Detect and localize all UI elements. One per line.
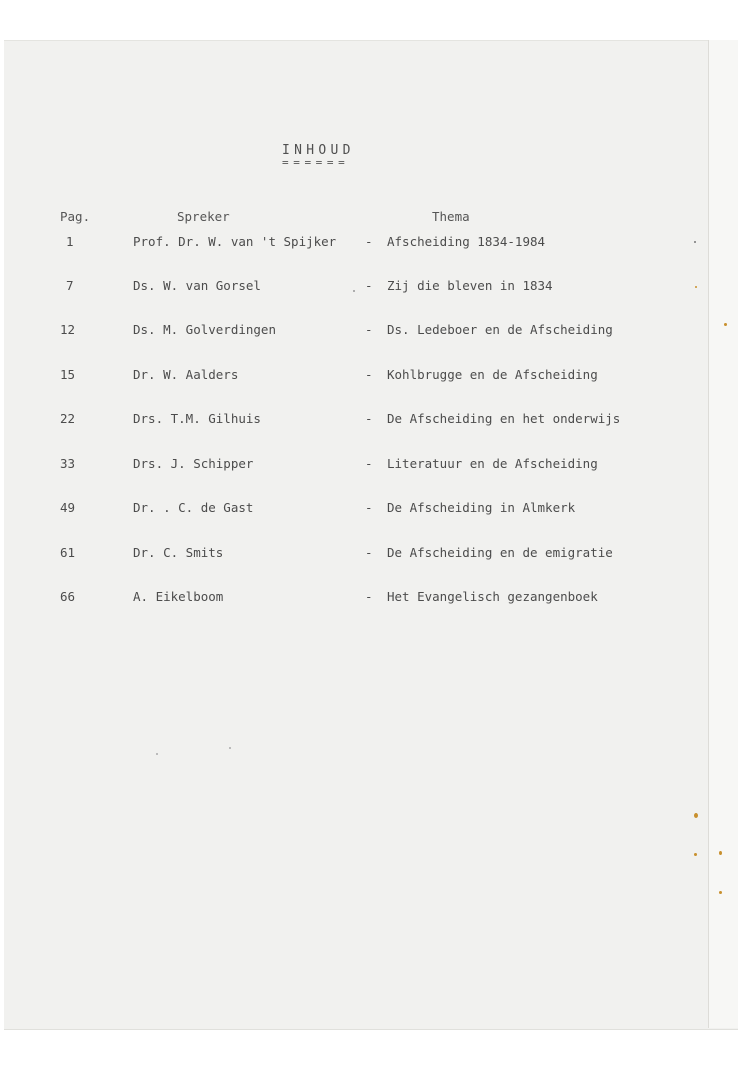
toc-page-number: 22: [60, 411, 76, 426]
paper-page: [4, 40, 738, 1030]
paper-speck: [695, 286, 697, 288]
toc-dash: -: [365, 367, 373, 382]
toc-theme: De Afscheiding in Almkerk: [387, 500, 576, 515]
toc-page-number: 33: [60, 456, 76, 471]
toc-speaker: A. Eikelboom: [133, 589, 224, 604]
toc-row: [0, 367, 738, 387]
toc-speaker: Drs. J. Schipper: [133, 456, 254, 471]
paper-speck: [229, 747, 231, 749]
toc-page-number: 12: [60, 322, 76, 337]
toc-speaker: Ds. M. Golverdingen: [133, 322, 276, 337]
header-theme: Thema: [432, 209, 470, 224]
toc-dash: -: [365, 278, 373, 293]
toc-dash: -: [365, 545, 373, 560]
toc-row: [0, 322, 738, 342]
toc-row: [0, 545, 738, 565]
toc-speaker: Dr. . C. de Gast: [133, 500, 254, 515]
toc-dash: -: [365, 411, 373, 426]
toc-dash: -: [365, 589, 373, 604]
toc-page-number: 66: [60, 589, 76, 604]
toc-page-number: 1: [66, 234, 74, 249]
toc-row: [0, 456, 738, 476]
toc-row: [0, 411, 738, 431]
header-speaker: Spreker: [177, 209, 230, 224]
toc-speaker: Ds. W. van Gorsel: [133, 278, 261, 293]
toc-dash: -: [365, 234, 373, 249]
toc-speaker: Drs. T.M. Gilhuis: [133, 411, 261, 426]
toc-theme: De Afscheiding en het onderwijs: [387, 411, 621, 426]
toc-theme: Afscheiding 1834-1984: [387, 234, 546, 249]
toc-page-number: 49: [60, 500, 76, 515]
title-underline: ======: [282, 156, 350, 169]
toc-row: [0, 589, 738, 609]
paper-speck: [694, 241, 696, 243]
toc-page-number: 61: [60, 545, 76, 560]
toc-dash: -: [365, 500, 373, 515]
toc-theme: Literatuur en de Afscheiding: [387, 456, 598, 471]
paper-speck: [719, 851, 722, 855]
document-title: INHOUD: [282, 143, 355, 158]
toc-dash: -: [365, 322, 373, 337]
toc-page-number: 7: [66, 278, 74, 293]
toc-row: [0, 234, 738, 254]
toc-theme: De Afscheiding en de emigratie: [387, 545, 613, 560]
toc-dash: -: [365, 456, 373, 471]
paper-speck: [156, 753, 158, 755]
toc-speaker: Dr. C. Smits: [133, 545, 224, 560]
toc-theme: Ds. Ledeboer en de Afscheiding: [387, 322, 613, 337]
toc-page-number: 15: [60, 367, 76, 382]
toc-theme: Zij die bleven in 1834: [387, 278, 553, 293]
paper-speck: [724, 323, 727, 326]
toc-row: [0, 500, 738, 520]
paper-speck: [694, 853, 697, 856]
paper-speck: [353, 290, 355, 292]
toc-row: [0, 278, 738, 298]
toc-speaker: Prof. Dr. W. van 't Spijker: [133, 234, 337, 249]
paper-speck: [694, 813, 698, 818]
paper-speck: [719, 891, 722, 894]
toc-theme: Kohlbrugge en de Afscheiding: [387, 367, 598, 382]
paper-edge: [708, 40, 738, 1028]
header-page: Pag.: [60, 209, 91, 224]
toc-theme: Het Evangelisch gezangenboek: [387, 589, 598, 604]
toc-speaker: Dr. W. Aalders: [133, 367, 239, 382]
